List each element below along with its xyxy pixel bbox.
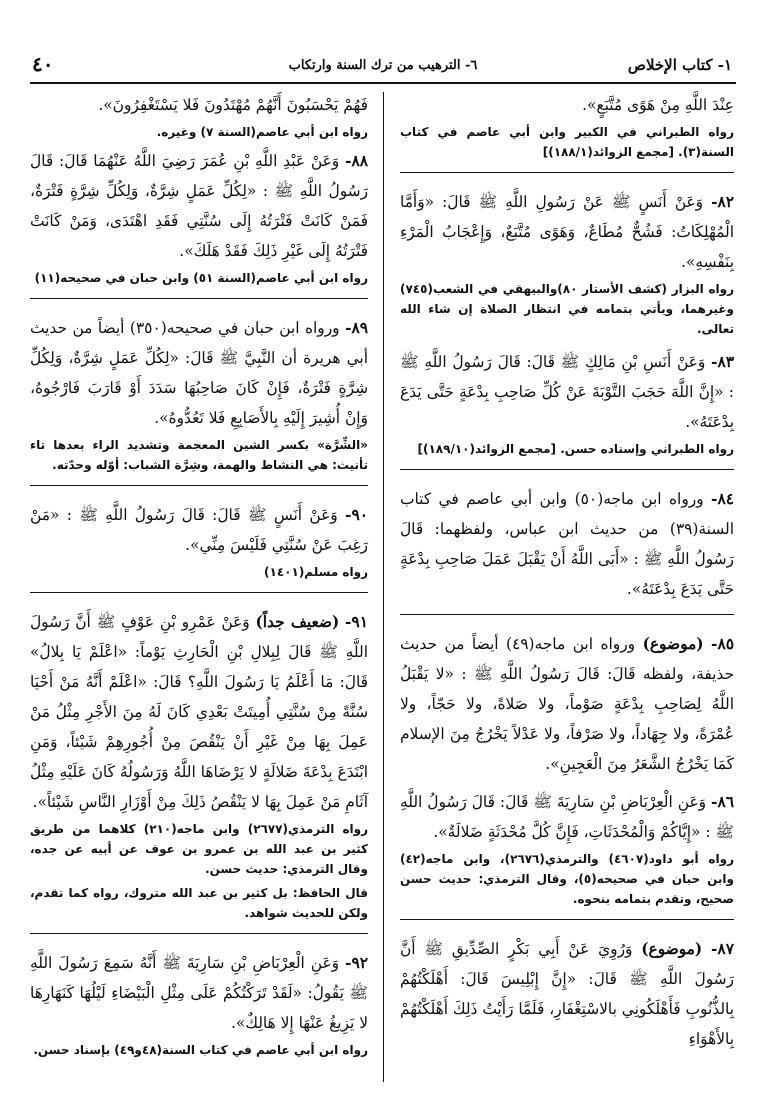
hadith-text: ورواه ابن ماجه(٥٠) وابن أبي عاصم في كتاب السنة(٣٩) من حديث ابن عباس، ولفظهما: قَالَ رَسُولُ اللَّهِ ﷺ : «أَبَى اللَّهُ أَنْ يَقْبَلَ عَمَلَ صَاحِبِ بِدْعَةٍ حَتَّى يَدَعَ بِدْعَتَهُ».: [400, 490, 734, 598]
hadith-number: ٨٩-: [345, 319, 368, 337]
hadith-text: وَعَنِ الْعِرْبَاضِ بْنِ سَارِيَةَ ﷺ قَالَ: قَالَ رَسُولُ اللَّهِ ﷺ : «إِيَّاكُمْ وَالْمُحْدَثَاتِ، فَإِنَّ كُلَّ مُحْدَثَةٍ ضَلالَةٌ».: [400, 793, 734, 841]
hadith-number: ٨٢-: [711, 193, 734, 211]
hadith-number: ٩١-: [345, 613, 368, 631]
hadith-text: وَعَنْ أَنَسٍ ﷺ عَنْ رَسُولِ اللَّهِ ﷺ قَالَ: «وَأَمَّا الْمُهْلِكَاتُ: فَشُحٌّ مُطَاعٌ، وَهَوًى مُتَّبَعٌ، وَإِعْجَابُ الْمَرْءِ بِنَفْسِهِ».: [400, 193, 734, 271]
hadith-88: [30, 146, 368, 266]
grading-tag: (موضوع): [641, 940, 703, 958]
hadith-text: وَعَنْ أَنَسِ بْنِ مَالِكٍ ﷺ قَالَ: قَالَ رَسُولُ اللَّهِ ﷺ : «إِنَّ اللَّهَ حَجَبَ التَّوْبَةَ عَنْ كُلِّ صَاحِبِ بِدْعَةٍ حَتَّى يَدَعَ بِدْعَتَهُ».: [400, 353, 734, 431]
hadith-number: ٩٠-: [345, 506, 368, 524]
reference-note: قال الحافظ: بل كثير بن عبد الله متروك، رواه كما تقدم، ولكن للحديث شواهد.: [30, 886, 368, 920]
reference-note: رواه الطبراني في الكبير وابن أبي عاصم في كتاب السنة(٣). [مجمع الزوائد(١٨٨/١)]: [400, 125, 734, 159]
hadith-90: [30, 500, 368, 560]
separator: [30, 485, 368, 486]
right-column: [400, 90, 734, 1092]
hadith-number: ٨٥-: [711, 635, 734, 653]
hadith-84: [400, 484, 734, 604]
hadith-85: [400, 629, 734, 779]
hadith-number: ٩٢-: [345, 954, 368, 972]
grading-tag: (موضوع): [642, 635, 704, 653]
hadith-text: ورواه ابن ماجه(٤٩) أيضاً من حديث حذيفة، ولفظه قَالَ: قَالَ رَسُولُ اللَّهِ ﷺ : «لا يَقْبَلُ اللَّهُ لِصَاحِبِ بِدْعَةٍ صَوْماً، ولا صَلاةً، ولا حَجّاً، ولا عُمْرَةً، ولا جِهَاداً، ولا صَرْفاً، ولا عَدْلاً يَخْرُجُ مِنَ الإسلام كَمَا يَخْرُجُ الشَّعَرُ مِنَ الْعَجِينِ».: [400, 635, 734, 773]
grading-tag: (ضعيف جداً): [255, 613, 340, 631]
hadith-text: وَرُوِيَ عَنْ أَبِي بَكْرٍ الصِّدِّيقِ ﷺ أَنَّ رَسُولَ اللَّهِ ﷺ قَالَ: «إِنَّ إِبْلِيسَ قَالَ: أَهْلَكْتُهُمْ بِالذُّنُوبِ فَأَهْلَكُونِي بالاسْتِغْفَارِ، فَلَمَّا رَأَيْتُ ذَلِكَ أَهْلَكْتُهُمْ بِالأَهْوَاءِ: [400, 940, 734, 1048]
hadith-89: [30, 313, 368, 433]
separator: [400, 172, 734, 173]
hadith-number: ٨٣-: [711, 353, 734, 371]
hadith-87: [400, 934, 734, 1054]
hadith-83: [400, 347, 734, 437]
hadith-number: ٨٦-: [711, 793, 734, 811]
vocabulary-note: «الشِّرَّة» بكسر الشين المعجمة وتشديد الراء بعدها تاء تأنيث: هي النشاط والهمة، وشِرَّة الشباب: أوّله وحدّته.: [30, 438, 368, 472]
column-divider: [383, 92, 384, 1082]
continuation-text: فَهُمْ يَحْسَبُونَ أَنَّهُمْ مُهْتَدُونَ فَلا يَسْتَغْفِرُونَ».: [98, 96, 368, 114]
reference-note: رواه البزار (كشف الأستار ٨٠)والبيهقي في الشعب(٧٤٥) وغيرهما، ويأتي بتمامه في انتظار الصلاة إن شاء الله تعالى.: [400, 282, 735, 336]
page-header: [30, 52, 736, 84]
hadith-number: ٨٤-: [711, 490, 734, 508]
separator: [400, 614, 734, 615]
hadith-number: ٨٧-: [711, 940, 734, 958]
hadith-92: [30, 948, 368, 1038]
continuation-text: عِنْدَ اللَّهِ مِنْ هَوًى مُتَّبَعٍ».: [582, 96, 734, 114]
hadith-number: ٨٨-: [345, 152, 368, 170]
hadith-86: [400, 787, 734, 847]
chapter-title: ١- كتاب الإخلاص: [627, 56, 732, 74]
hadith-text: وَعَنِ الْعِرْبَاضِ بْنِ سَارِيَةَ ﷺ أَنَّهُ سَمِعَ رَسُولَ اللَّهِ ﷺ يَقُولُ: «لَقَدْ تَرَكْتُكُمْ عَلَى مِثْلِ الْبَيْضَاءِ لَيْلُهَا كَنَهَارِهَا لا يَزِيغُ عَنْهَا إِلا هَالِكٌ».: [30, 954, 368, 1032]
separator: [30, 933, 368, 934]
reference-note: رواه الترمذي(٢٦٧٧) وابن ماجه(٢١٠) كلاهما من طريق كثير بن عبد الله بن عمرو بن عوف عن أبيه عن جده، وقال الترمذي: حديث حسن.: [30, 822, 369, 876]
left-column: [30, 90, 368, 1092]
hadith-text: وَعَنْ عَبْدِ اللَّهِ بْنِ عُمَرَ رَضِيَ اللَّهُ عَنْهُمَا قَالَ: قَالَ رَسُولُ اللَّهِ ﷺ : «لِكُلِّ عَمَلٍ شِرَّةٌ، وَلِكُلِّ شِرَّةٍ فَتْرَةٌ، فَمَنْ كَانَتْ فَتْرَتُهُ إِلَى سُنَّتِي فَقَدِ اهْتَدَى، وَمَنْ كَانَتْ فَتْرَتُهُ إِلَى غَيْرِ ذَلِكَ فَقَدْ هَلَكَ».: [30, 152, 368, 260]
hadith-text: ورواه ابن حبان في صحيحه(٣٥٠) أيضاً من حديث أبي هريرة أن النَّبِيَّ ﷺ قَالَ: «لِكُلِّ عَمَلٍ شِرَّةٌ، وَلِكُلِّ شِرَّةٍ فَتْرَةٌ، فَإِنْ كَانَ صَاحِبُهَا سَدَدَ أَوْ قَارَبَ فَارْجُوهُ، وَإِنْ أُشِيرَ إِلَيْهِ بِالأَصَابِعِ فَلا تَعُدُّوهُ».: [30, 319, 368, 427]
separator: [400, 469, 734, 470]
separator: [30, 592, 368, 593]
separator: [400, 919, 734, 920]
reference-note: رواه ابن أبي عاصم(السنة ٧) وغيره.: [156, 125, 368, 139]
hadith-text: وَعَنْ أَنَسٍ ﷺ قَالَ: قَالَ رَسُولُ اللَّهِ ﷺ : «مَنْ رَغِبَ عَنْ سُنَّتِي فَلَيْسَ مِنِّي».: [30, 506, 368, 554]
reference-note: رواه ابن أبي عاصم في كتاب السنة(٤٨و٤٩) بإسناد حسن.: [33, 1043, 368, 1057]
hadith-82: [400, 187, 734, 277]
page-number: ٤٠: [32, 52, 54, 76]
reference-note: رواه مسلم(١٤٠١): [264, 565, 368, 579]
reference-note: رواه أبو داود(٤٦٠٧) والترمذي(٢٦٧٦)، وابن ماجه(٤٢) وابن حبان في صحيحه(٥)، وقال الترمذي: حديث حسن صحيح، وتقدم بتمامه بنحوه.: [400, 852, 735, 906]
hadith-91: [30, 607, 368, 817]
separator: [30, 298, 368, 299]
reference-note: رواه الطبراني وإسناده حسن. [مجمع الزوائد(١٨٩/١٠)]: [417, 442, 734, 456]
hadith-text: وَعَنْ عَمْرِو بْنِ عَوْفٍ ﷺ أَنَّ رَسُولَ اللَّهِ ﷺ قَالَ لِبِلالِ بْنِ الْحَارِثِ يَوْماً: «اعْلَمْ يَا بِلالُ» قَالَ: مَا أَعْلَمُ يَا رَسُولَ اللَّهِ؟ قَالَ: «اعْلَمْ أَنَّهُ مَنْ أَحْيَا سُنَّةً مِنْ سُنَّتِي أُمِيتَتْ بَعْدِي كَانَ لَهُ مِنَ الأَجْرِ مِثْلُ مَنْ عَمِلَ بِهَا مِنْ غَيْرِ أَنْ يَنْقُصَ مِنْ أُجُورِهِمْ شَيْئاً، وَمَنِ ابْتَدَعَ بِدْعَةَ ضَلالَةٍ لا يَرْضَاهَا اللَّهُ وَرَسُولُهُ كَانَ عَلَيْهِ مِثْلُ آثَامِ مَنْ عَمِلَ بِهَا لا يَنْقُصُ ذَلِكَ مِنْ أَوْزَارِ النَّاسِ شَيْئاً».: [30, 613, 368, 811]
reference-note: رواه ابن أبي عاصم(السنة ٥١) وابن حبان في صحيحه(١١): [34, 271, 368, 285]
section-title: ٦- الترهيب من ترك السنة وارتكاب: [288, 58, 478, 73]
